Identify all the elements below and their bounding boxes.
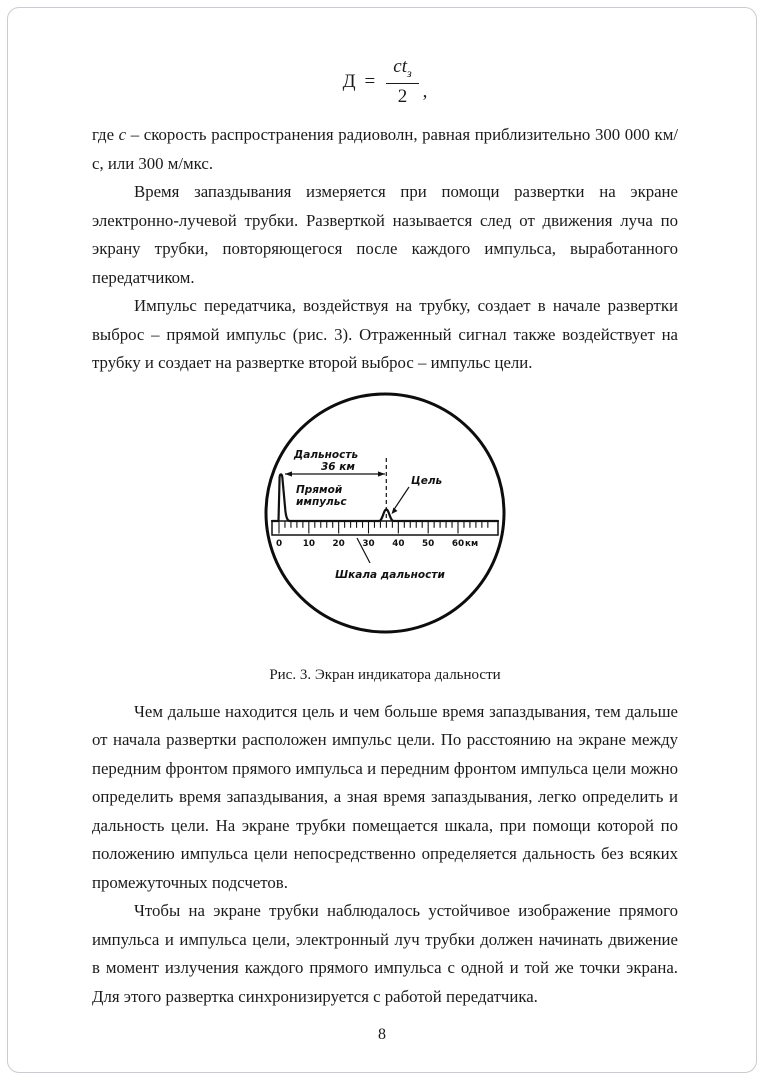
paragraph-sweep-definition: Время запаздывания измеряется при помощи развертки на экране электронно-лучевой трубки. Разверткой называется след от движения луча по экрану трубки, повторяющегося после каждого импульса, выработанного передатчиком. [92,182,678,287]
formula-denominator: 2 [397,85,408,107]
target-label: Цель [411,474,443,487]
range-value-label: 36 км [321,460,355,473]
svg-text:10: 10 [302,538,315,549]
formula-trailing-comma: , [422,81,428,103]
svg-text:40: 40 [392,538,405,549]
svg-text:20: 20 [332,538,345,549]
range-formula [343,56,428,107]
crt-screen-outline [266,394,504,632]
svg-text:30: 30 [362,538,375,549]
paragraph-speed-of-light [92,121,678,178]
paragraph-target-distance: Чем дальше находится цель и чем больше время запаздывания, тем дальше от начала развертки расположен импульс цели. По расстоянию на экране между передним фронтом прямого импульса и передним фронтом импульса цели можно определить время запаздывания, а зная время запаздывания, легко определить и дальность цели. На экране трубки помещается шкала, при помощи которой по положению импульса цели непосредственно определяется дальность без всяких промежуточных подсчетов. [92,701,678,892]
formula-fraction [386,56,418,107]
svg-text:0: 0 [275,538,283,549]
formula-row [92,56,678,107]
scale-caption: Шкала дальности [335,568,445,581]
formula-lhs: Д [342,70,356,92]
scale-tick-labels [276,539,464,549]
target-pointer-line [392,487,410,514]
direct-pulse-label-line1: Прямой [296,483,343,496]
formula-equals: = [364,70,376,92]
scale-unit-label: км [465,538,479,549]
speed-variable: с [118,125,127,145]
paragraph-speed-rest: – скорость распространения радиоволн, равная приблизительно 300 000 км/с, или 300 м/мкс. [92,125,678,173]
page-number: 8 [378,1026,386,1043]
paragraph-direct-pulse: Импульс передатчика, воздействуя на трубку, создает в начале развертки выброс – прямой импульс (рис. 3). Отраженный сигнал также воздействует на трубку и создает на развертке второй выброс – импульс цели. [92,296,678,373]
paragraph-synchronization: Чтобы на экране трубки наблюдалось устойчивое изображение прямого импульса и импульса цели, электронный луч трубки должен начинать движение в момент излучения каждого прямого импульса с одной и той же точки экрана. Для этого развертка синхронизируется с работой передатчика. [92,901,678,1006]
crt-screen-diagram [260,388,510,638]
figure-crt-screen [92,388,678,684]
formula-numerator [386,56,418,84]
figure-caption: Рис. 3. Экран индикатора дальности [269,666,501,683]
svg-text:60: 60 [451,538,465,549]
direct-pulse-label-line2: импульс [296,495,347,508]
formula-numerator-subscript: з [406,65,412,80]
range-label: Дальность [293,448,359,461]
formula-numerator-var: ct [393,56,407,77]
paragraph-speed-prefix: где [92,125,119,145]
svg-text:50: 50 [422,538,435,549]
